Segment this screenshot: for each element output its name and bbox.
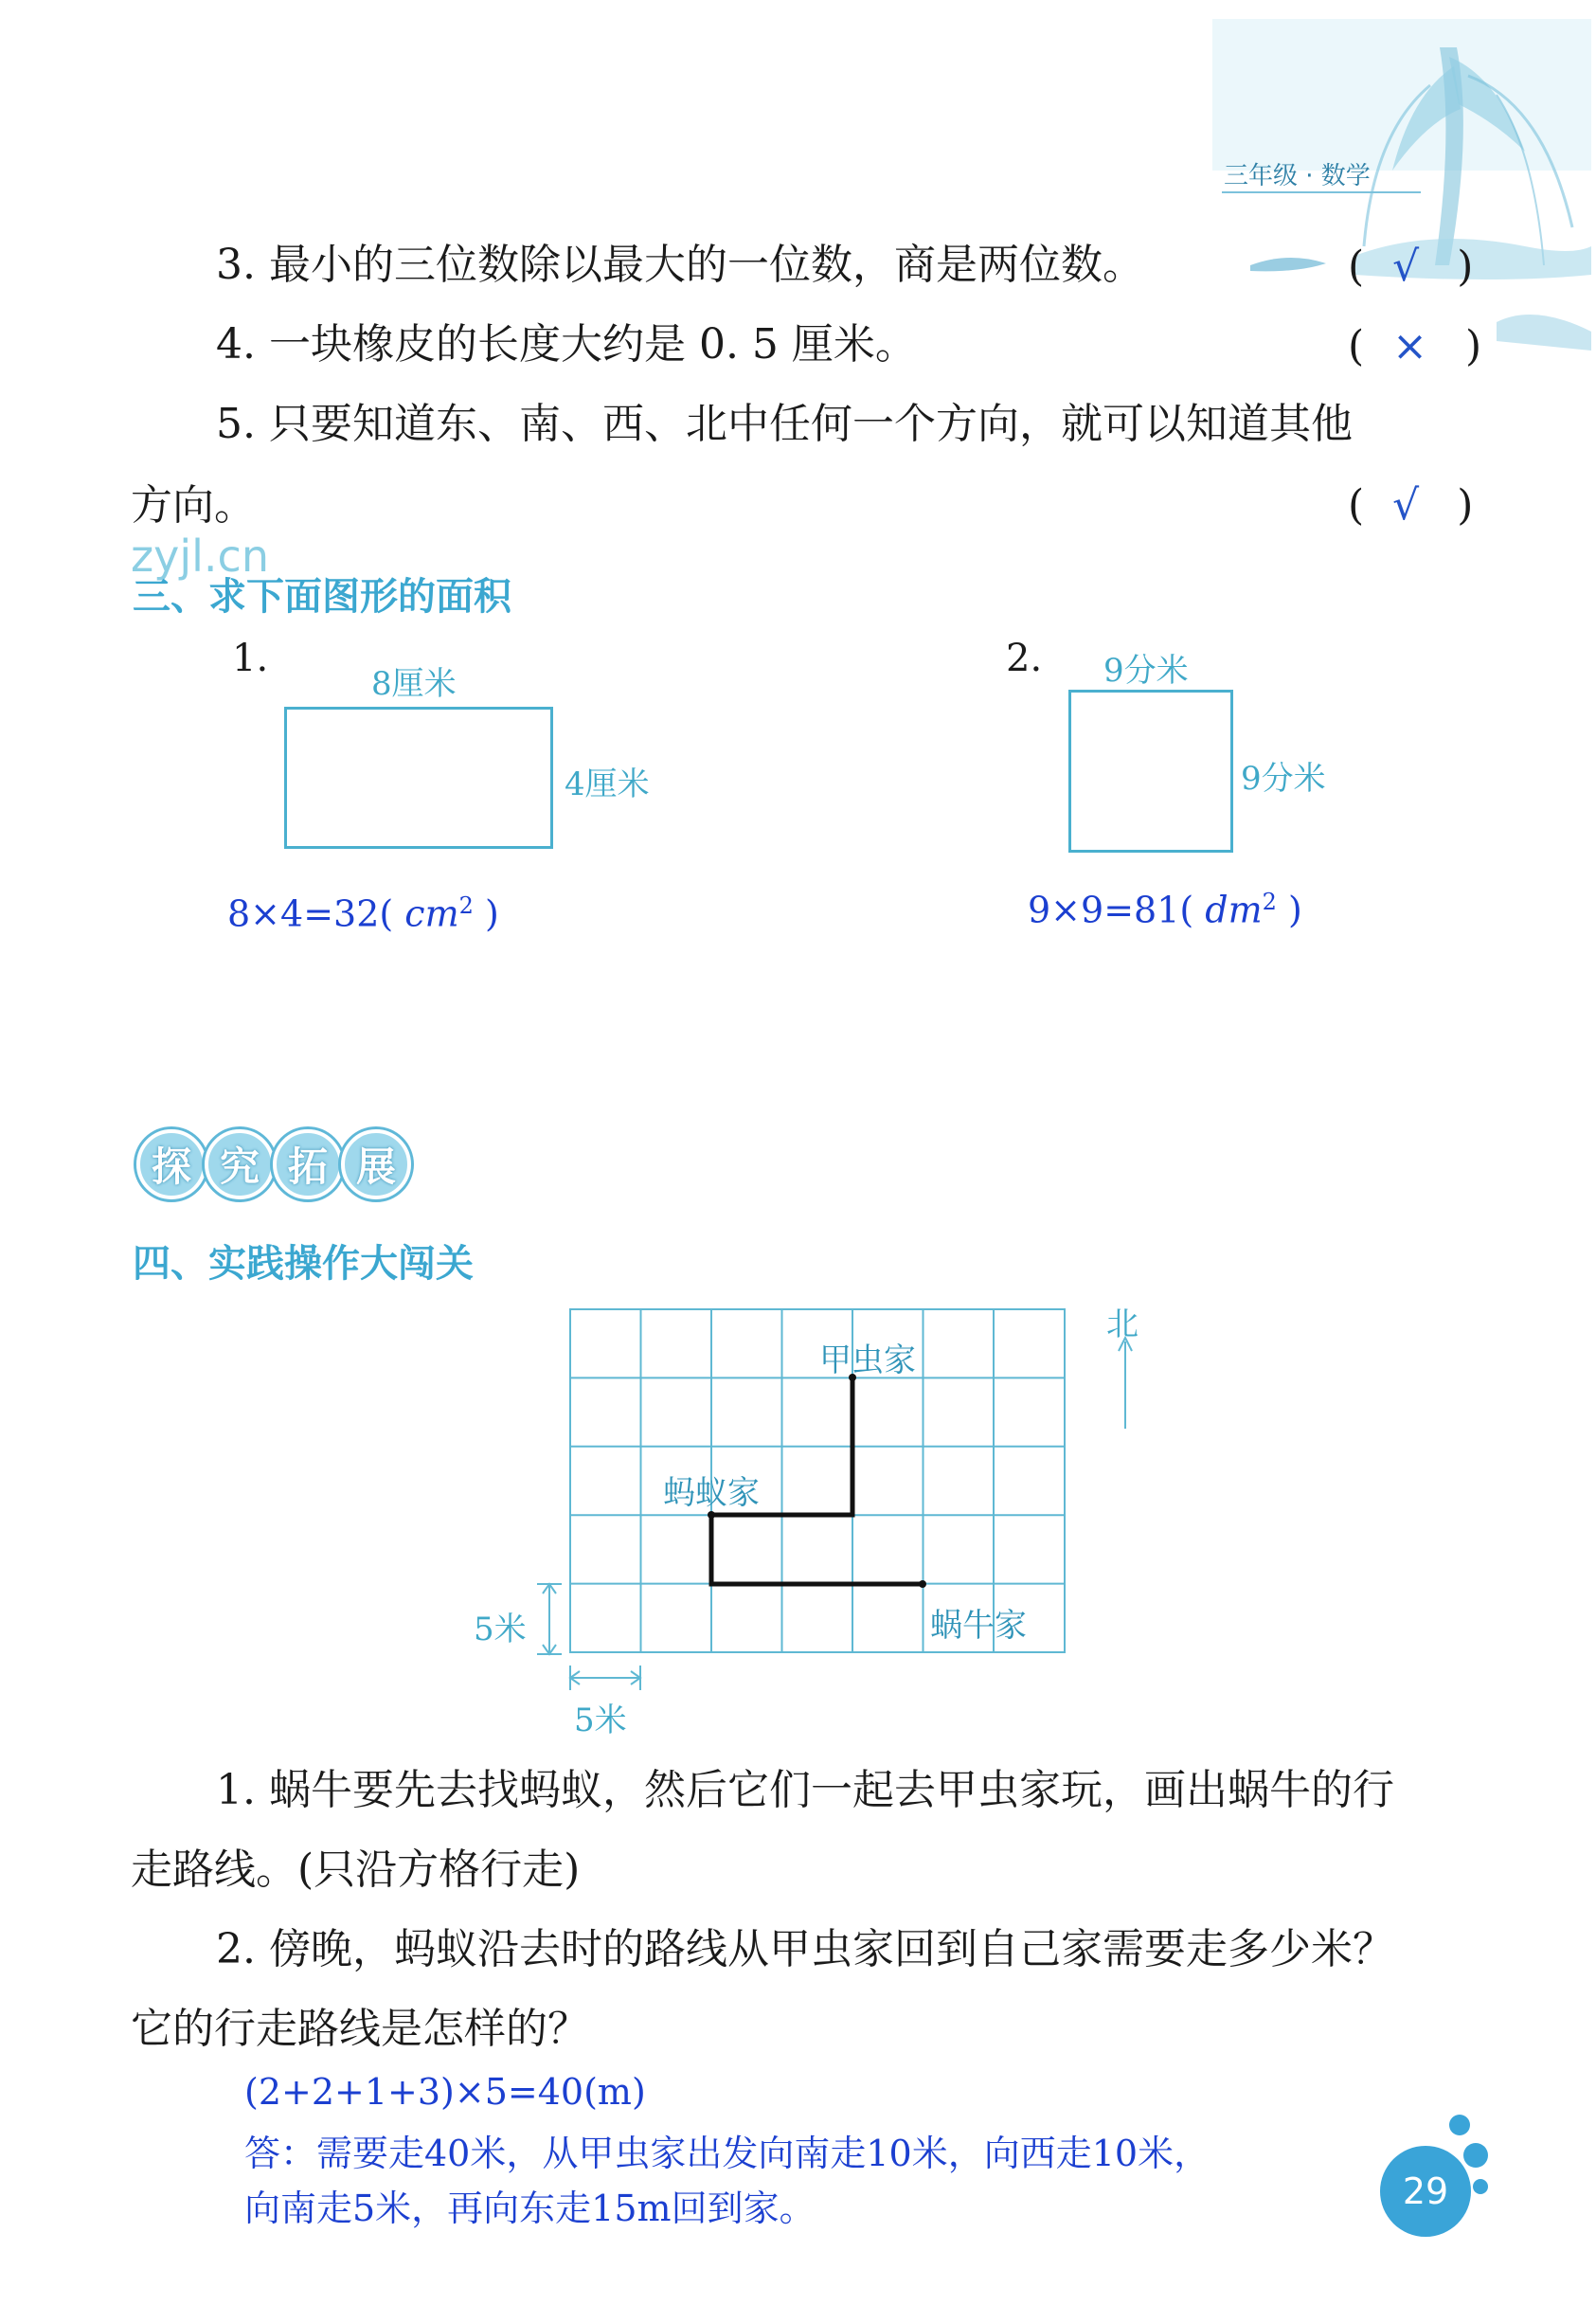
figure-2-number: 2.: [1006, 637, 1043, 680]
rectangle-figure: [284, 707, 553, 849]
question-1-line1: 1. 蜗牛要先去找蚂蚁，然后它们一起去甲虫家玩，画出蜗牛的行: [216, 1766, 1394, 1814]
judgement-item-3-answer: ( √ ): [1348, 243, 1474, 291]
grade-subject-label: 三年级 · 数学: [1224, 162, 1371, 190]
judgement-item-5-answer: ( √ ): [1348, 481, 1474, 530]
judgement-item-3: 3. 最小的三位数除以最大的一位数，商是两位数。: [216, 241, 1144, 289]
explore-badge: [133, 1124, 426, 1199]
bubble-decoration: [1473, 2179, 1488, 2194]
figure-1-side-label: 4厘米: [565, 765, 650, 803]
north-arrow-icon: [1114, 1336, 1137, 1431]
page-number: 29: [1380, 2146, 1471, 2237]
snail-home-label: 蜗牛家: [930, 1607, 1027, 1645]
bubble-decoration: [1449, 2115, 1470, 2135]
section-3-title: 三、求下面图形的面积: [133, 575, 511, 619]
answer-line-2: 向南走5米，再向东走15m回到家。: [244, 2188, 816, 2229]
judgement-item-5-line2: 方向。: [131, 481, 256, 530]
horizontal-scale-arrow: [568, 1664, 644, 1692]
beetle-home-label: 甲虫家: [819, 1342, 916, 1379]
scale-horizontal-label: 5米: [574, 1702, 627, 1739]
badge-char-1: 探: [136, 1129, 206, 1199]
vertical-scale-arrow: [535, 1582, 564, 1658]
figure-2-top-label: 9分米: [1103, 652, 1189, 690]
question-2-line1: 2. 傍晚，蚂蚁沿去时的路线从甲虫家回到自己家需要走多少米？: [216, 1925, 1394, 1973]
square-figure: [1068, 690, 1233, 853]
figure-1-number: 1.: [232, 637, 269, 680]
badge-char-3: 拓: [273, 1129, 343, 1199]
badge-char-4: 展: [341, 1129, 411, 1199]
watermark: zyjl.cn: [131, 531, 269, 582]
figure-1-answer: 8×4=32( $cm^2$ ): [227, 892, 499, 935]
figure-1-top-label: 8厘米: [371, 665, 457, 703]
bubble-decoration: [1463, 2143, 1488, 2168]
judgement-item-5-line1: 5. 只要知道东、南、西、北中任何一个方向，就可以知道其他: [216, 400, 1353, 448]
header-divider: [1222, 191, 1421, 193]
question-1-line2: 走路线。(只沿方格行走): [131, 1846, 581, 1894]
answer-line-1: 答：需要走40米，从甲虫家出发向南走10米，向西走10米，: [244, 2133, 1210, 2174]
north-label: 北: [1106, 1306, 1139, 1343]
scale-vertical-label: 5米: [474, 1611, 527, 1648]
answer-calculation: (2+2+1+3)×5=40(m): [244, 2071, 646, 2113]
ant-home-label: 蚂蚁家: [663, 1474, 760, 1512]
section-4-title: 四、实践操作大闯关: [133, 1242, 474, 1286]
judgement-item-4: 4. 一块橡皮的长度大约是 0. 5 厘米。: [216, 320, 917, 369]
figure-2-side-label: 9分米: [1241, 760, 1326, 798]
question-2-line2: 它的行走路线是怎样的？: [131, 2005, 589, 2053]
badge-char-2: 究: [205, 1129, 275, 1199]
figure-2-answer: 9×9=81( $dm^2$ ): [1028, 889, 1302, 931]
judgement-item-4-answer: ( × ): [1348, 322, 1482, 370]
